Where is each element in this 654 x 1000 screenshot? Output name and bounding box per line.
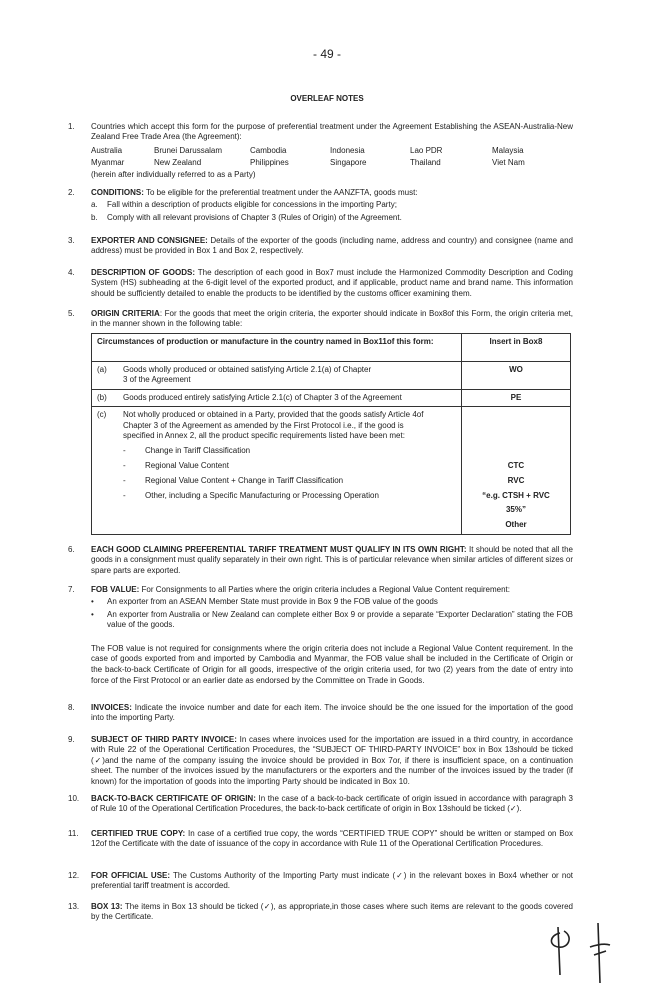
note-text: In the case of a back-to-back certificate of origin issued in accordance with paragraph 3 of Rule 10 of the Operational Certification Procedures, the back-to-back certificate of origin in Box 13should be ticked (✓). [91,794,574,814]
sub-marker: b. [91,212,98,222]
bullet-text: An exporter from an ASEAN Member State must provide in Box 9 the FOB value of the goods [107,597,438,607]
note-heading: DESCRIPTION OF GOODS: [91,268,195,277]
note-text: In cases where invoices used for the importation are issued in a third country, in accordance with Rule 22 of the Operational Certification Procedures, the “SUBJECT OF THIRD-PARTY INVOICE” box in Box 13should be ticked (✓)and the name of the company issuing the invoice should be provided in Box 7or, if there is insufficient space, on a continuation sheet. The number of the invoices issued by the manufacturers or the exporters and the number of the invoices issued by the trader (if known) for the importation of goods into the importing Party should be indicated in Box 10. [91,735,573,786]
row-code: “e.g. CTSH + RVC [482,490,550,500]
row-label: (c) [97,410,107,420]
note-official-use [91,871,573,892]
note-text: It should be noted that all the goods in a consignment must qualify separately in their own right. This is of particular relevance when similar articles of different sizes or spare parts are exported. [91,545,573,575]
country-list [91,145,573,169]
country: Malaysia [492,145,524,155]
table-header-row [92,334,571,362]
row-code: WO [462,362,571,390]
note-text: Countries which accept this form for the purpose of preferential treatment under the Agreement Establishing the ASEAN-Australia-New Zealand Free Trade Area (the Agreement): [91,122,573,142]
fob-paragraph: The FOB value is not required for consignments where the origin criteria does not include a Regional Value Content requirement. In the case of goods exported from and imported by Cambodia and Myanmar, the FOB value shall be included in the Certificate of Origin or the back-to-back Certificate of Origin for all goods, irrespective of the origin criteria used, for two (2) years from the date of entry into force of the First Protocol or an earlier date as endorsed by the Committee on Trade in Goods. [91,643,573,686]
row-text: Goods wholly produced or obtained satisfying Article 2.1(a) of Chapter 3 of the Agreement [123,365,372,385]
note-exporter [91,236,573,257]
bullet-marker: • [91,609,94,619]
note-text: The description of each good in Box7 must include the Harmonized Commodity Description and Coding System (HS) subheading at the 6-digit level of the exported product, and if applicable, product name and brand name. This information should be sufficiently detailed to enable the products to be identified by the customs officer examining them. [91,268,573,298]
row-text: Goods produced entirely satisfying Article 2.1(c) of Chapter 3 of the Agreement [123,392,402,402]
item-number: 11. [68,829,79,838]
note-heading: INVOICES: [91,703,132,712]
item-number: 5. [68,309,75,318]
note-heading: SUBJECT OF THIRD PARTY INVOICE: [91,735,237,744]
note-origin-criteria [91,309,573,330]
item-number: 13. [68,902,80,911]
criterion-option: Other, including a Specific Manufacturing or Processing Operation [145,490,379,500]
note-box-13 [91,902,573,923]
note-heading: FOB VALUE: [91,585,140,594]
note-text: To be eligible for the preferential treatment under the AANZFTA, goods must: [143,188,418,197]
row-text: Not wholly produced or obtained in a Party, provided that the goods satisfy Article 4of Chapter 3 of the Agreement as amended by the First Protocol i.e., if the good is specified in Annex 2, all the product specific requirements listed have been met: [123,410,424,441]
country: Thailand [410,157,441,167]
note-invoices [91,703,573,724]
header-insert: Insert in Box8 [462,334,571,362]
page-title: OVERLEAF NOTES [290,94,364,103]
sub-text: Comply with all relevant provisions of Chapter 3 (Rules of Origin) of the Agreement. [107,212,402,222]
note-heading: ORIGIN CRITERIA [91,309,160,318]
dash-marker: - [123,490,126,500]
header-circumstances: Circumstances of production or manufacture in the country named in Box11of this form: [92,334,462,362]
dash-marker: - [123,445,126,455]
country: Cambodia [250,145,287,155]
country: Australia [91,145,123,155]
country: Singapore [330,157,367,167]
handwritten-initials [540,915,620,990]
note-text: For Consignments to all Parties where the origin criteria includes a Regional Value Content requirement: [139,585,511,594]
note-text: : For the goods that meet the origin criteria, the exporter should indicate in Box8of this Form, the origin criteria met, in the manner shown in the following table: [91,309,573,329]
table-row [92,407,571,535]
item-number: 8. [68,703,75,712]
note-heading: BOX 13: [91,902,123,911]
note-heading: BACK-TO-BACK CERTIFICATE OF ORIGIN: [91,794,256,803]
item-number: 10. [68,794,80,803]
note-text: In case of a certified true copy, the words “CERTIFIED TRUE COPY” should be written or stamped on Box 12of the Certificate with the date of issuance of the copy in accordance with Rule 11 of the Operational Certification Procedures. [91,829,574,849]
bullet-text: An exporter from Australia or New Zealand can complete either Box 9 or provide a separate “Exporter Declaration” stating the FOB value of the goods. [107,609,573,630]
note-heading: CERTIFIED TRUE COPY: [91,829,186,838]
sub-text: Fall within a description of products eligible for concessions in the importing Party; [107,200,397,210]
item-number: 1. [68,122,75,131]
note-certified-copy [91,829,573,850]
note-countries [91,122,573,180]
note-own-right [91,545,573,576]
note-text: Details of the exporter of the goods (including name, address and country) and consignee (name and address) must be provided in Box 1 and Box 2, respectively. [91,236,573,256]
item-number: 2. [68,188,75,197]
row-code: PE [462,389,571,406]
note-heading: EXPORTER AND CONSIGNEE: [91,236,208,245]
note-conditions [91,188,573,223]
row-code: Other [505,520,527,530]
dash-marker: - [123,460,126,470]
country: Brunei Darussalam [154,145,223,155]
country: New Zealand [154,157,202,167]
note-heading: CONDITIONS: [91,188,144,197]
country: Indonesia [330,145,365,155]
table-row [92,389,571,406]
row-label: (b) [97,392,107,402]
row-code: RVC [507,475,525,485]
note-text: The items in Box 13 should be ticked (✓), as appropriate,in those cases where such items are relevant to the goods covered by the Certificate. [91,902,573,922]
note-heading: FOR OFFICIAL USE: [91,871,171,880]
sub-marker: a. [91,200,98,210]
note-text: The Customs Authority of the Importing Party must indicate (✓) in the relevant boxes in Box4 whether or not preferential tariff treatment is accorded. [91,871,573,891]
origin-criteria-table [91,333,571,535]
row-label: (a) [97,365,107,374]
criterion-option: Regional Value Content + Change in Tariff Classification [145,475,344,485]
country: Lao PDR [410,145,443,155]
note-text: Indicate the invoice number and date for each item. The invoice should be the one issued for the importation of the good into the importing Party. [91,703,573,723]
item-number: 12. [68,871,80,880]
country: Philippines [250,157,289,167]
note-party: (herein after individually referred to as a Party) [91,169,256,179]
note-fob-value [91,585,573,687]
page-number: - 49 - [312,47,341,61]
note-description [91,268,573,299]
country: Viet Nam [492,157,525,167]
note-back-to-back [91,794,573,815]
note-third-party-invoice [91,735,573,787]
item-number: 6. [68,545,75,554]
row-code: CTC [507,460,525,470]
criterion-option: Change in Tariff Classification [145,445,251,455]
item-number: 4. [68,268,75,277]
note-heading: EACH GOOD CLAIMING PREFERENTIAL TARIFF TREATMENT MUST QUALIFY IN ITS OWN RIGHT: [91,545,467,554]
item-number: 7. [68,585,75,594]
criterion-option: Regional Value Content [145,460,229,470]
bullet-marker: • [91,597,94,607]
row-code: 35%” [505,505,526,515]
item-number: 9. [68,735,75,744]
item-number: 3. [68,236,75,245]
dash-marker: - [123,475,126,485]
table-row [92,362,571,390]
country: Myanmar [91,157,125,167]
